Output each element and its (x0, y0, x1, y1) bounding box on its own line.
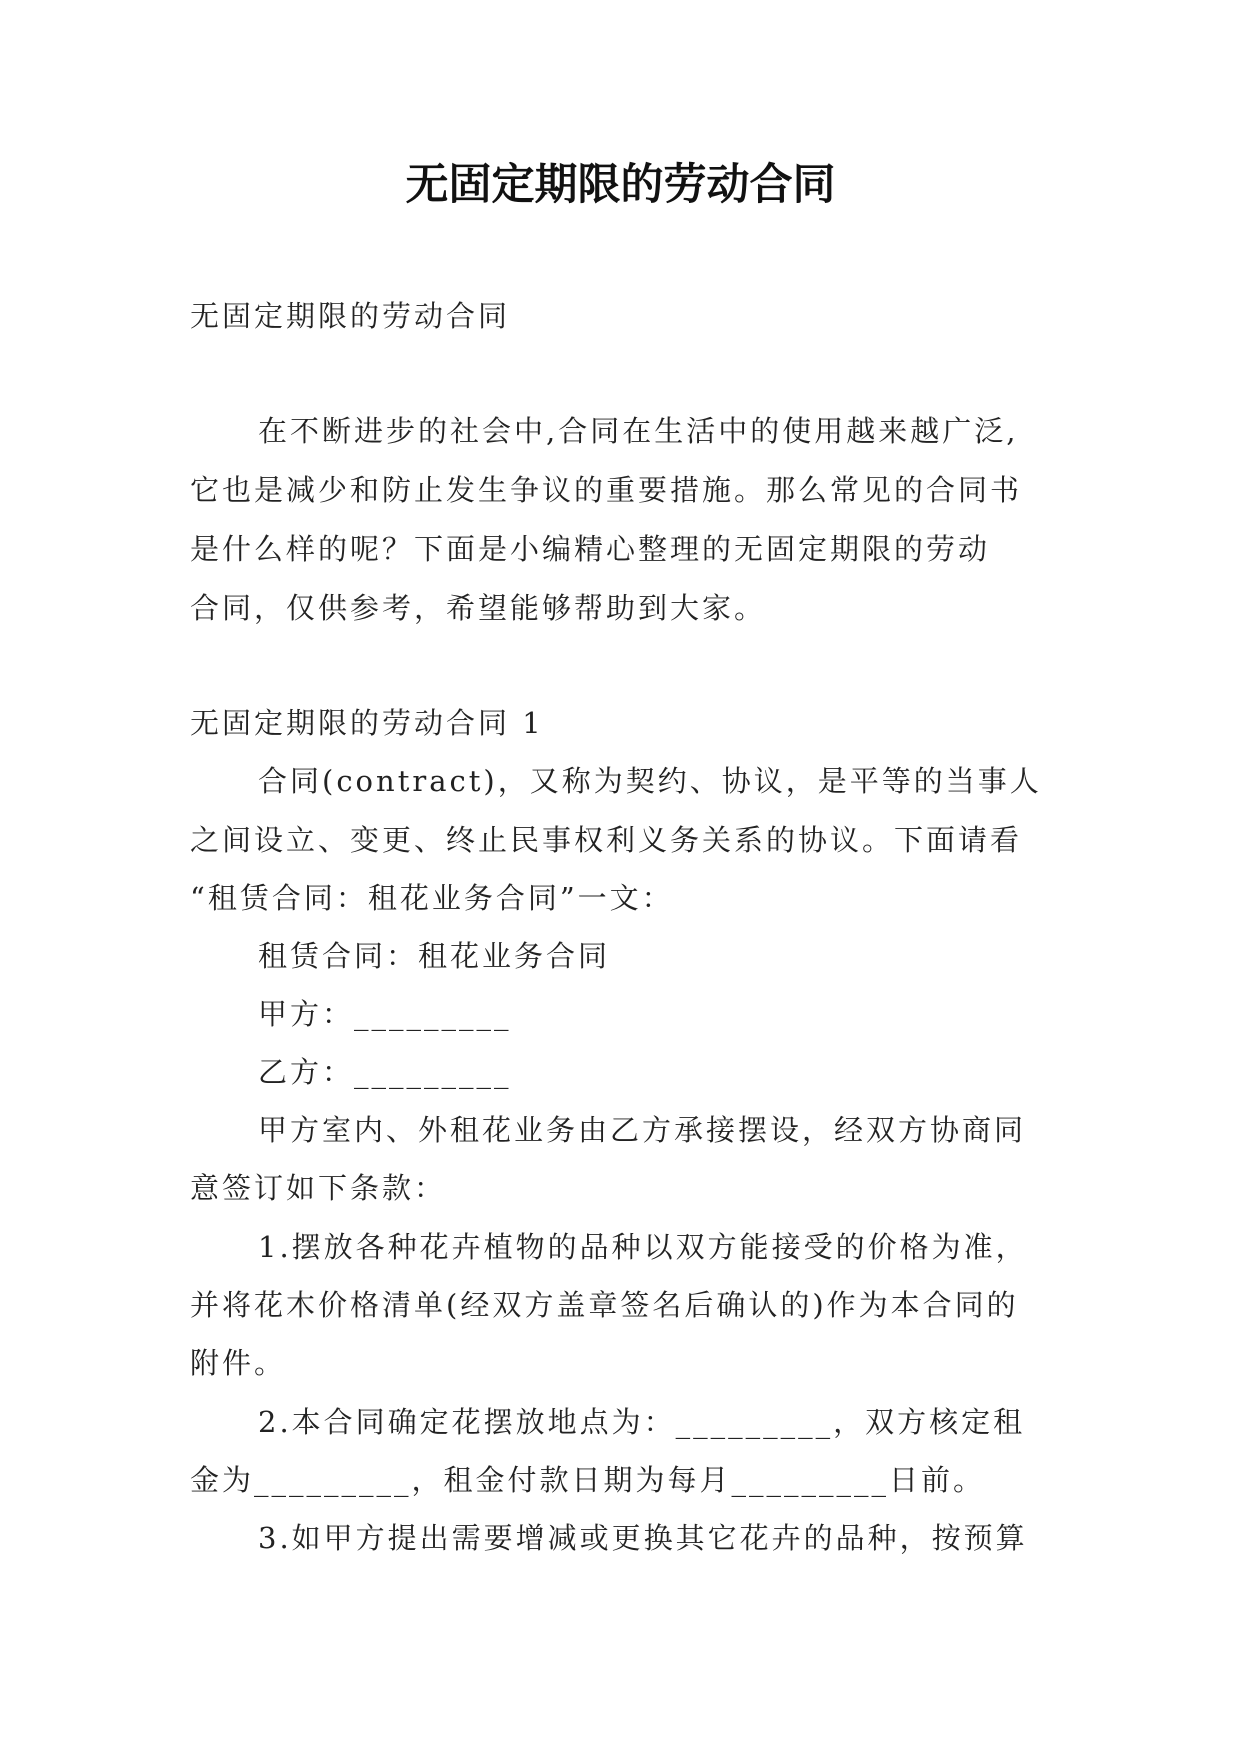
paragraph-line: 金为_________，租金付款日期为每月_________日前。 (190, 1463, 986, 1497)
paragraph-line: 无固定期限的劳动合同 1 (190, 706, 544, 740)
paragraph-line: 乙方：_________ (258, 1055, 512, 1089)
paragraph-line: 意签订如下条款： (190, 1171, 447, 1205)
paragraph-line: 附件。 (190, 1346, 287, 1380)
document-title: 无固定期限的劳动合同 (405, 160, 836, 210)
paragraph-line: 是什么样的呢？下面是小编精心整理的无固定期限的劳动 (190, 532, 991, 566)
paragraph-line: “租赁合同：租花业务合同”一文： (190, 881, 674, 915)
paragraph-line: 2.本合同确定花摆放地点为：_________，双方核定租 (258, 1405, 1026, 1439)
paragraph-line: 并将花木价格清单(经双方盖章签名后确认的)作为本合同的 (190, 1288, 1019, 1322)
paragraph-line: 无固定期限的劳动合同 (190, 299, 511, 333)
paragraph-line: 甲方室内、外租花业务由乙方承接摆设，经双方协商同 (258, 1113, 1027, 1147)
paragraph-line: 甲方：_________ (258, 997, 512, 1031)
paragraph-line: 它也是减少和防止发生争议的重要措施。那么常见的合同书 (190, 473, 1023, 507)
paragraph-line: 3.如甲方提出需要增减或更换其它花卉的品种，按预算 (258, 1521, 1028, 1555)
paragraph-line: 1.摆放各种花卉植物的品种以双方能接受的价格为准， (258, 1230, 1028, 1264)
paragraph-line: 之间设立、变更、终止民事权利义务关系的协议。下面请看 (190, 823, 1023, 857)
paragraph-line: 合同(contract)，又称为契约、协议，是平等的当事人 (258, 764, 1042, 798)
paragraph-line: 租赁合同：租花业务合同 (258, 939, 611, 973)
paragraph-line: 合同，仅供参考，希望能够帮助到大家。 (190, 591, 767, 625)
paragraph-line: 在不断进步的社会中,合同在生活中的使用越来越广泛, (258, 414, 1019, 448)
